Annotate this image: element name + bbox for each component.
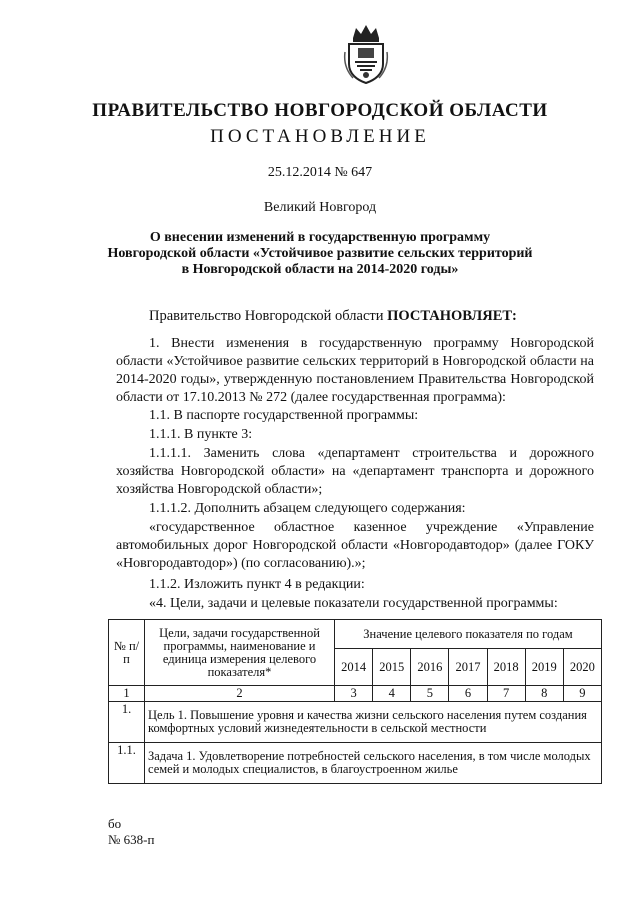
paragraph-text: 1.1.1. В пункте 3: (149, 427, 253, 442)
row-text: Цель 1. Повышение уровня и качества жизни сельского населения путем создания комфортных условий жизнедеятельности в сельской местности (145, 702, 602, 743)
column-number: 8 (525, 686, 563, 702)
paragraph-section-4 (116, 595, 594, 613)
paragraph-1-1-2 (116, 576, 594, 594)
table-row (109, 743, 602, 784)
paragraph-text: «4. Цели, задачи и целевые показатели государственной программы: (149, 596, 558, 611)
header-year: 2020 (563, 649, 601, 686)
preamble-text: Правительство Новгородской области (149, 308, 388, 324)
paragraph-text: 1.1.2. Изложить пункт 4 в редакции: (149, 577, 365, 592)
header-year: 2019 (525, 649, 563, 686)
footer-code: № 638-п (108, 832, 155, 847)
column-number: 2 (145, 686, 335, 702)
footer-initials: бо (108, 816, 122, 831)
header-year: 2017 (449, 649, 487, 686)
paragraph-quote (116, 519, 594, 573)
targets-table (108, 619, 602, 784)
title-line: О внесении изменений в государственную программу (149, 230, 491, 245)
preamble (149, 308, 517, 325)
city-name: Великий Новгород (263, 200, 377, 215)
column-number: 5 (411, 686, 449, 702)
header-target-values: Значение целевого показателя по годам (335, 620, 602, 649)
organization-name: ПРАВИТЕЛЬСТВО НОВГОРОДСКОЙ ОБЛАСТИ (92, 100, 548, 121)
row-number: 1. (109, 702, 145, 743)
header-year: 2016 (411, 649, 449, 686)
row-text: Задача 1. Удовлетворение потребностей сельского населения, в том числе молодых семей и молодых специалистов, в благоустроенном жилье (145, 743, 602, 784)
paragraph-text: 1.1. В паспорте государственной программы: (149, 408, 419, 423)
paragraph-1-1-1-2 (116, 500, 594, 518)
header-year: 2018 (487, 649, 525, 686)
header-num: № п/п (109, 620, 145, 686)
date-and-number: 25.12.2014 № 647 (267, 165, 373, 180)
column-number: 3 (335, 686, 373, 702)
table-numbering-row (109, 686, 602, 702)
paragraph-1-1-1 (116, 426, 594, 444)
paragraph-1 (116, 335, 594, 407)
paragraph-text: 1. Внести изменения в государственную программу Новгородской области «Устойчивое развитие сельских территорий в Новгородской области на 2014-2020 годы», утвержденную постановлением Правительства Новгородской области от 17.10.2013 № 272 (далее государственная программа): (116, 336, 594, 405)
title-line: Новгородской области «Устойчивое развитие сельских территорий (107, 246, 533, 261)
preamble-verb: ПОСТАНОВЛЯЕТ: (387, 308, 517, 324)
header-year: 2014 (335, 649, 373, 686)
document-type: ПОСТАНОВЛЕНИЕ (210, 126, 430, 147)
header-year: 2015 (373, 649, 411, 686)
column-number: 4 (373, 686, 411, 702)
paragraph-1-1-1-1 (116, 445, 594, 499)
column-number: 9 (563, 686, 601, 702)
paragraph-text: 1.1.1.2. Дополнить абзацем следующего содержания: (149, 501, 466, 516)
column-number: 1 (109, 686, 145, 702)
column-number: 7 (487, 686, 525, 702)
header-indicator-name: Цели, задачи государственной программы, наименование и единица измерения целевого показателя* (145, 620, 335, 686)
table-row (109, 702, 602, 743)
document-title (0, 230, 640, 278)
title-line: в Новгородской области на 2014-2020 годы» (181, 262, 459, 277)
paragraph-1-1 (116, 407, 594, 425)
paragraph-text: «государственное областное казенное учреждение «Управление автомобильных дорог Новгородской области «Новгородавтодор» (далее ГОКУ «Новгородавтодор») (по согласованию).»; (116, 520, 594, 571)
coat-of-arms-emblem (343, 22, 389, 86)
footer (108, 816, 154, 848)
column-number: 6 (449, 686, 487, 702)
row-number: 1.1. (109, 743, 145, 784)
paragraph-text: 1.1.1.1. Заменить слова «департамент строительства и дорожного хозяйства Новгородской области» на «департамент транспорта и дорожного хозяйства Новгородской области»; (116, 446, 594, 497)
table-header-row (109, 620, 602, 649)
